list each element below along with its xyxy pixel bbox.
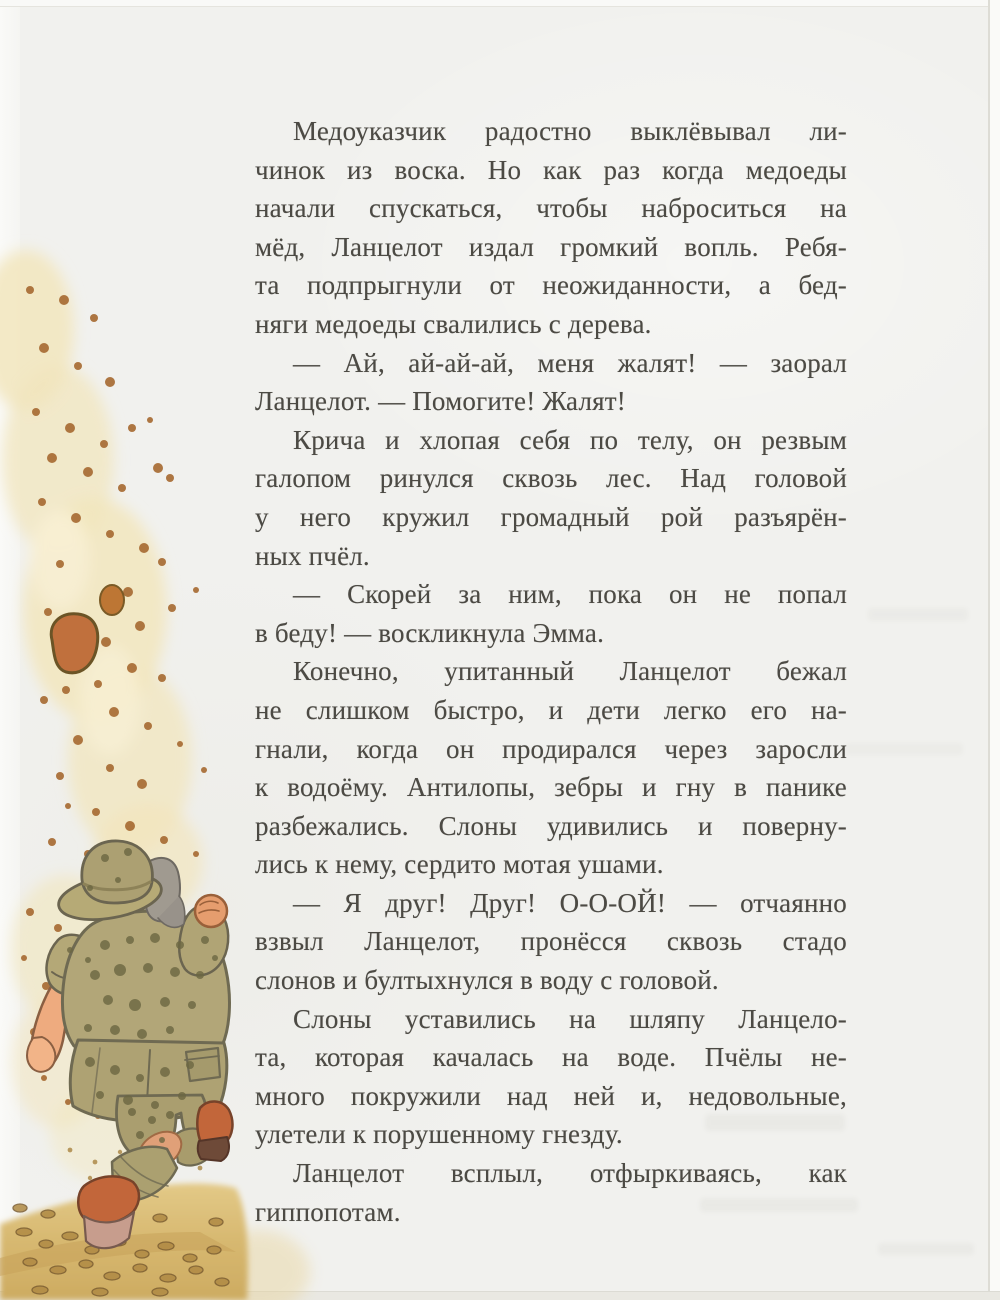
page-edge-bottom	[0, 1291, 1000, 1300]
text-line: Конечно, упитанный Ланцелот бежал	[293, 656, 847, 687]
text-line: — Ай, ай-ай-ай, меня жалят! — заорал	[293, 347, 847, 378]
scan-edge-left	[0, 0, 20, 1300]
text-line: та подпрыгнули от неожиданности, а бед-	[255, 270, 847, 301]
text-line: Крича и хлопая себя по телу, он резвым	[293, 424, 847, 455]
show-through-smudge	[845, 743, 963, 755]
text-line: гнали, когда он продирался через заросли	[255, 733, 847, 764]
text-line: ных пчёл.	[255, 540, 370, 571]
text-line: Ланцелот всплыл, отфыркиваясь, как	[293, 1158, 847, 1189]
text-line: Медоуказчик радостно выклёвывал ли-	[293, 116, 847, 146]
text-line: — Скорей за ним, пока он не попал	[293, 579, 847, 610]
text-line: чинок из воска. Но как раз когда медоеды	[255, 154, 847, 185]
scan-edge-top	[0, 0, 1000, 7]
show-through-smudge	[878, 1243, 974, 1255]
text-line: — Я друг! Друг! О-О-ОЙ! — отчаянно	[293, 887, 847, 918]
text-line: слонов и бултыхнулся в воду с головой.	[255, 965, 719, 996]
text-line: взвыл Ланцелот, пронёсся сквозь стадо	[255, 926, 847, 957]
text-line: галопом ринулся сквозь лес. Над головой	[255, 463, 847, 494]
text-line: начали спускаться, чтобы наброситься на	[255, 193, 847, 224]
show-through-smudge	[868, 608, 968, 621]
text-line: Слоны уставились на шляпу Ланцело-	[293, 1003, 847, 1034]
text-line: не слишком быстро, и дети легко его на-	[255, 694, 847, 725]
text-line: у него кружил громадный рой разъярён-	[255, 501, 847, 532]
text-line: няги медоеды свалились с дерева.	[255, 308, 652, 339]
text-line: та, которая качалась на воде. Пчёлы не-	[255, 1042, 847, 1073]
text-line: улетели к порушенному гнезду.	[255, 1119, 623, 1150]
text-line: много покружили над ней и, недовольные,	[255, 1080, 847, 1111]
text-line: разбежались. Слоны удивились и поверну-	[255, 810, 847, 841]
text-line: в беду! — воскликнула Эмма.	[255, 617, 605, 648]
text-line: к водоёму. Антилопы, зебры и гну в панике	[255, 772, 847, 803]
text-column	[255, 112, 847, 1231]
text-line: Ланцелот. — Помогите! Жалят!	[255, 386, 626, 417]
text-line: гиппопотам.	[255, 1196, 401, 1227]
page-edge-right	[988, 0, 1000, 1300]
text-line: лись к нему, сердито мотая ушами.	[255, 849, 664, 880]
text-line: мёд, Ланцелот издал громкий вопль. Ребя-	[255, 231, 847, 262]
